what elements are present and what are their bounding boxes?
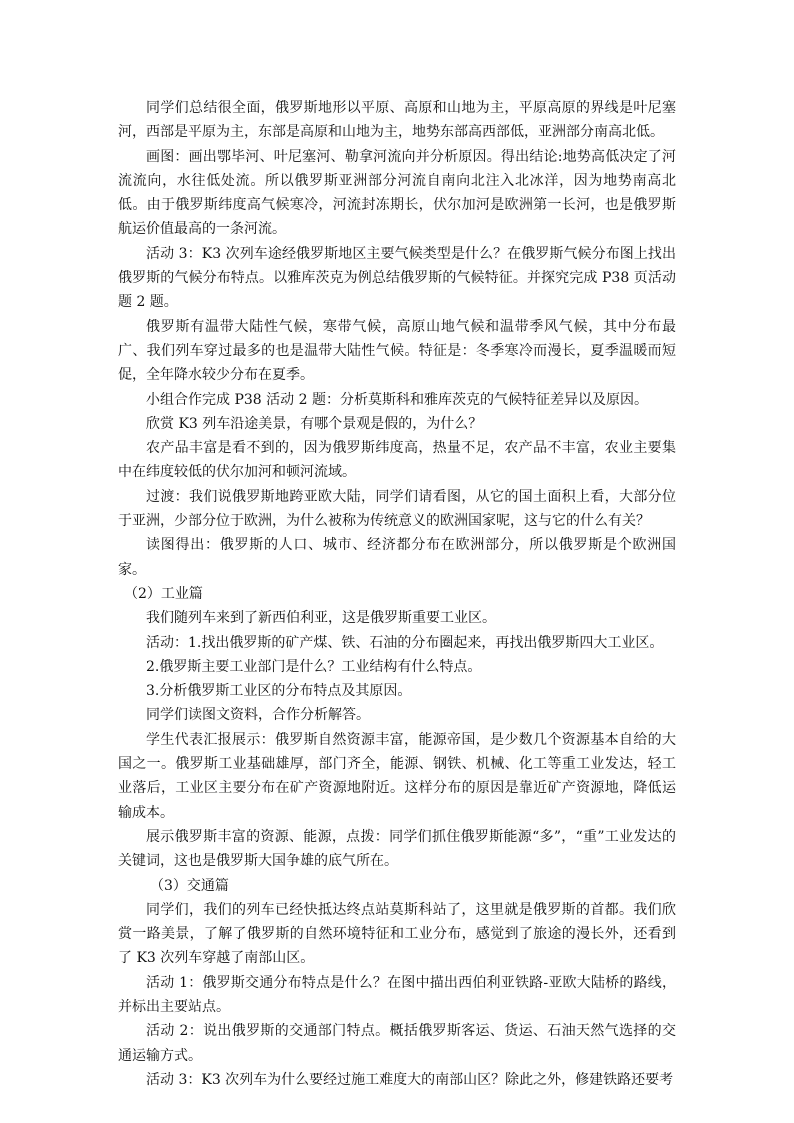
- section-heading-industry: （2）工业篇: [124, 585, 203, 602]
- paragraph-industry-distribution: 3.分析俄罗斯工业区的分布特点及其原因。: [146, 683, 412, 700]
- paragraph-student-report: 学生代表汇报展示：俄罗斯自然资源丰富，能源帝国，是少数几个资源基本自给的大国之一。俄罗斯工业基础雄厚，部门齐全，能源、钢铁、机械、化工等重工业发达，轻工业落后，工业区主要分布在矿产资源地附近。这样分布的原因是靠近矿产资源地，降低运输成本。: [118, 731, 676, 821]
- paragraph-activity3-railway: 活动 3：K3 次列车为什么要经过施工难度大的南部山区？除此之外，修建铁路还要考: [146, 1071, 674, 1088]
- paragraph-terrain-summary: 同学们总结很全面，俄罗斯地形以平原、高原和山地为主，平原高原的界线是叶尼塞河，西部是平原为主，东部是高原和山地为主，地势东部高西部低，亚洲部分南高北低。: [118, 100, 676, 141]
- paragraph-activity3-climate: 活动 3：K3 次列车途经俄罗斯地区主要气候类型是什么？在俄罗斯气候分布图上找出俄罗斯的气候分布特点。以雅库茨克为例总结俄罗斯的气候特征。并探究完成 P38 页活动题 2 题。: [118, 245, 676, 311]
- paragraph-transition: 过渡：我们说俄罗斯地跨亚欧大陆，同学们请看图，从它的国土面积上看，大部分位于亚洲，少部分位于欧洲，为什么被称为传统意义的欧洲国家呢，这与它的什么有关？: [118, 488, 676, 530]
- paragraph-industry-sectors: 2.俄罗斯主要工业部门是什么？工业结构有什么特点。: [146, 658, 482, 675]
- paragraph-read-materials: 同学们读图文资料，合作分析解答。: [146, 707, 370, 724]
- paragraph-climate-types: 俄罗斯有温带大陆性气候，寒带气候，高原山地气候和温带季风气候，其中分布最广、我们列车穿过最多的也是温带大陆性气候。特征是：冬季寒冷而漫长，夏季温暖而短促，全年降水较少分布在夏季。: [118, 318, 676, 384]
- paragraph-resources-display: 展示俄罗斯丰富的资源、能源，点拨：同学们抓住俄罗斯能源“多”，“重”工业发达的关键词，这也是俄罗斯大国争雄的底气所在。: [118, 828, 676, 870]
- paragraph-activity1-transport: 活动 1：俄罗斯交通分布特点是什么？在图中描出西伯利亚铁路-亚欧大陆桥的路线，并标出主要站点。: [118, 974, 676, 1015]
- paragraph-agriculture: 农产品丰富是看不到的，因为俄罗斯纬度高，热量不足，农产品不丰富，农业主要集中在纬度较低的伏尔加河和顿河流域。: [118, 440, 676, 481]
- paragraph-scenery: 欣赏 K3 列车沿途美景，有哪个景观是假的，为什么？: [146, 415, 483, 432]
- paragraph-river-drawing: 画图：画出鄂毕河、叶尼塞河、勒拿河流向并分析原因。得出结论:地势高低决定了河流流向，水往低处流。所以俄罗斯亚洲部分河流自南向北注入北冰洋，因为地势南高北低。由于俄罗斯纬度高气候寒冷，河流封冻期长，伏尔加河是欧洲第一长河，也是俄罗斯航运价值最高的一条河流。: [118, 148, 676, 238]
- paragraph-activity-minerals: 活动：1.找出俄罗斯的矿产煤、铁、石油的分布圈起来，再找出俄罗斯四大工业区。: [146, 634, 664, 651]
- paragraph-map-reading: 读图得出：俄罗斯的人口、城市、经济都分布在欧洲部分，所以俄罗斯是个欧洲国家。: [118, 537, 676, 578]
- paragraph-arrival-moscow: 同学们，我们的列车已经快抵达终点站莫斯科站了，这里就是俄罗斯的首都。我们欣赏一路美景，了解了俄罗斯的自然环境特征和工业分布，感觉到了旅途的漫长外，还看到了 K3 次列车穿越了南部山区。: [118, 901, 676, 967]
- document-page: [118, 96, 676, 1092]
- paragraph-group-work: 小组合作完成 P38 活动 2 题：分析莫斯科和雅库茨克的气候特征差异以及原因。: [146, 391, 648, 408]
- paragraph-activity2-transport: 活动 2：说出俄罗斯的交通部门特点。概括俄罗斯客运、货运、石油天然气选择的交通运输方式。: [118, 1023, 676, 1064]
- paragraph-novosibirsk: 我们随列车来到了新西伯利亚，这是俄罗斯重要工业区。: [146, 610, 496, 627]
- section-heading-transport: （3）交通篇: [150, 877, 229, 894]
